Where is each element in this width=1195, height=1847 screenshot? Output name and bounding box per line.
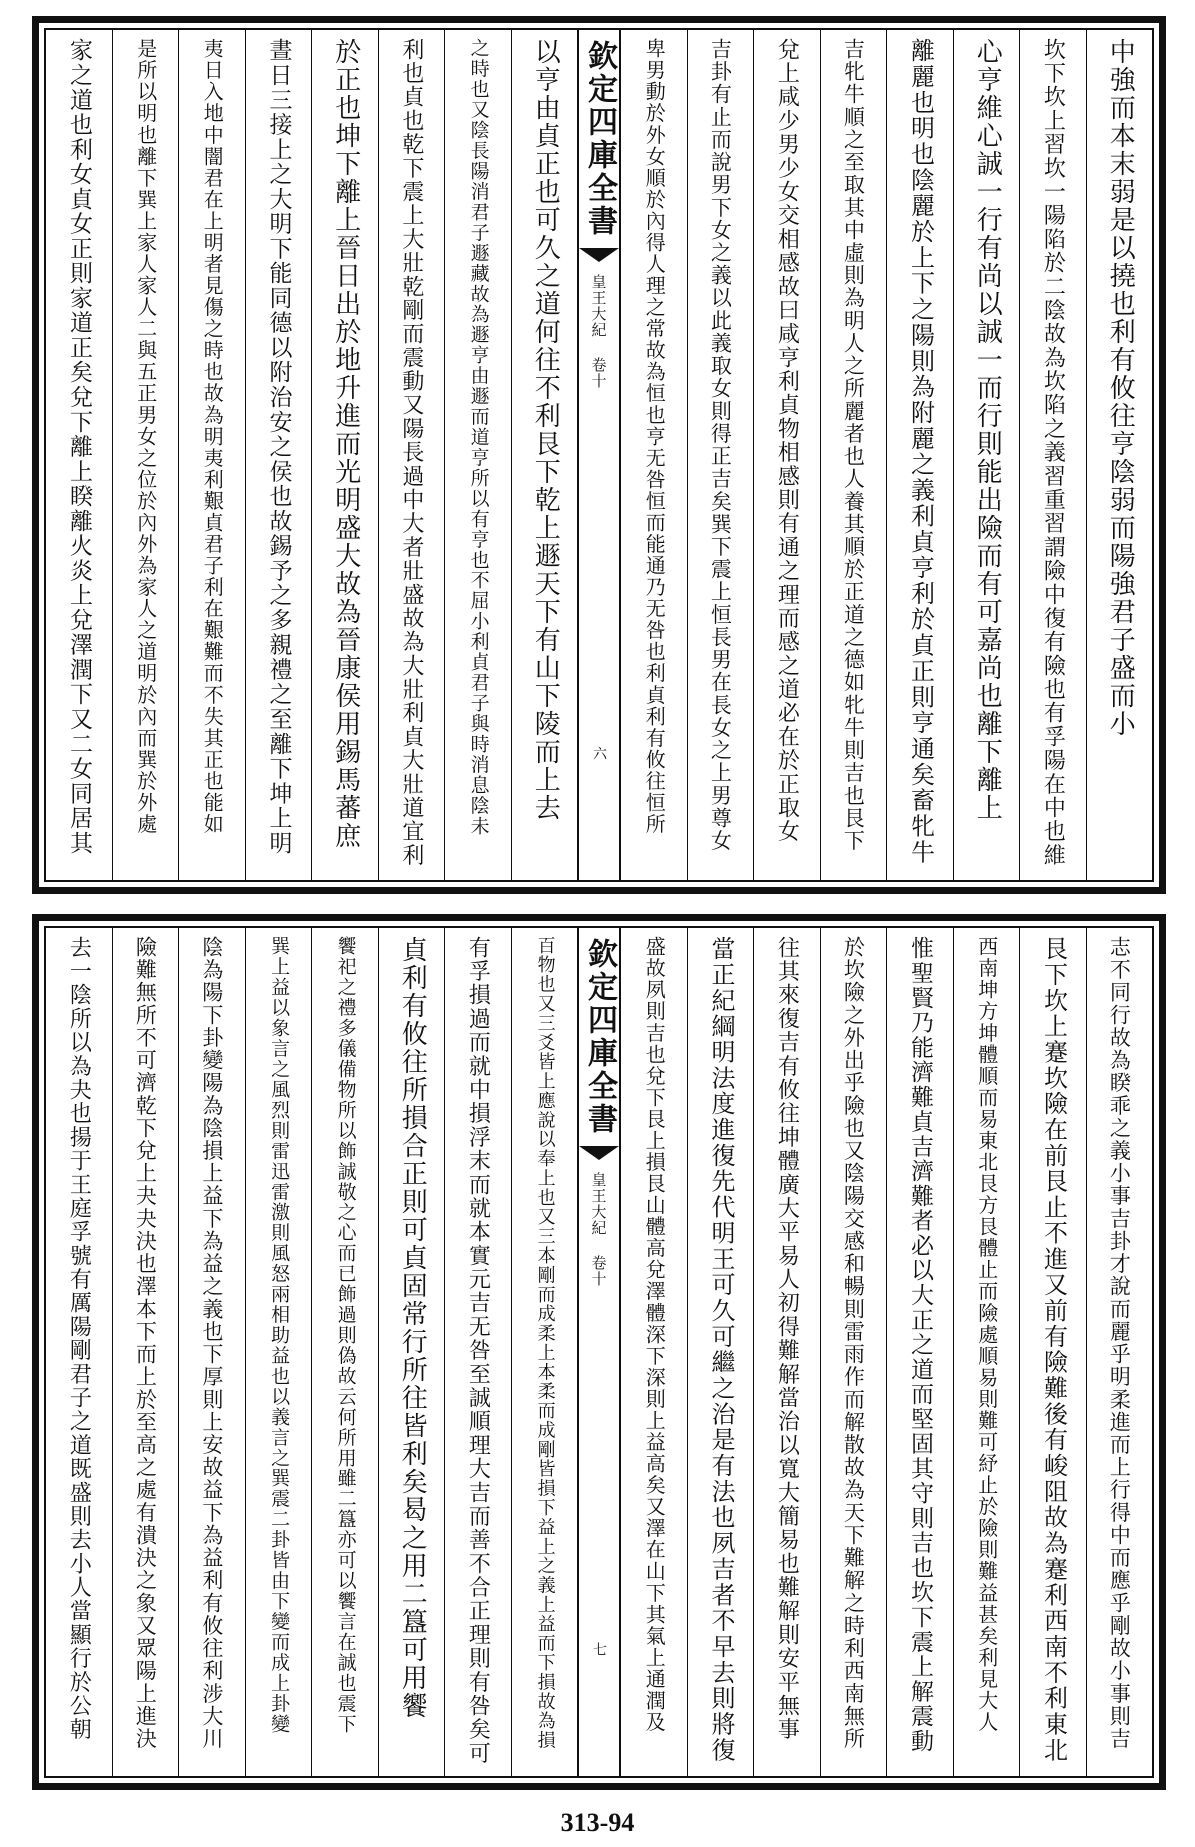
text-column: 百物也又三爻皆上應說以奉上也又三本剛而成柔上本柔而成剛皆損下益上之義上益而下損故為損: [511, 928, 578, 1776]
text-column: 夷日入地中闇君在上明者見傷之時也故為明夷利艱貞君子利在艱難而不失其正也能如: [178, 30, 245, 880]
leaf-number: 七: [591, 1642, 607, 1656]
text-column: 險難無所不可濟乾下兌上夬夬決也澤本下而上於至高之處有潰決之象又眾陽上進決: [112, 928, 179, 1776]
text-column: 志不同行故為睽乖之義小事吉卦才說而麗乎明柔進而上行得中而應乎剛故小事則吉: [1086, 928, 1153, 1776]
bottom-left-half: [46, 928, 577, 1776]
top-left-half: [46, 30, 577, 880]
text-column: 惟聖賢乃能濟難貞吉濟難者必以大正之道而堅固其守則吉也坎下震上解震動: [886, 928, 953, 1776]
text-column: 吉牝牛順之至取其中虛則為明人之所麗者也人養其順於正道之德如牝牛則吉也艮下: [820, 30, 887, 880]
text-column: 於坎險之外出乎險也又陰陽交感和暢則雷雨作而解散故為天下難解之時利西南無所: [820, 928, 887, 1776]
bottom-page-frame: [44, 926, 1154, 1778]
volume-label: 皇王大紀 卷十: [589, 1172, 608, 1287]
bottom-page-panel: [32, 914, 1166, 1790]
text-column: 巽上益以象言之風烈則雷迅雷激則風怒兩相助益也以義言之巽震二卦皆由下變而成上卦變: [245, 928, 312, 1776]
text-column: 兌上咸少男少女交相感故曰咸亨利貞物相感則有通之理而感之道必在於正取女: [753, 30, 820, 880]
text-column: 西南坤方坤體順而易東北艮方艮體止而險處順易則難可紓止於險則難益甚矣利見大人: [953, 928, 1020, 1776]
text-column: 心亨維心誠一行有尚以誠一而行則能出險而有可嘉尚也離下離上: [953, 30, 1020, 880]
text-column: 當正紀綱明法度進復先代明王可久可繼之治是有法也夙吉者不早去則將復: [687, 928, 754, 1776]
center-fold: [577, 928, 621, 1776]
bottom-right-half: [621, 928, 1152, 1776]
text-column: 吉卦有止而說男下女之義以此義取女則得正吉矣巽下震上恒長男在長女之上男尊女: [687, 30, 754, 880]
text-column: 家之道也利女貞女正則家道正矣兌下離上睽離火炎上兌澤潤下又二女同居其: [65, 38, 92, 856]
text-column: 之時也又陰長陽消君子遯藏故為遯亨由遯而道亨所以有亨也不屈小利貞君子與時消息陰未: [444, 30, 511, 880]
text-column: 饗祀之禮多儀備物所以飾誠敬之心而已飾過則偽故云何所用雖二簋亦可以饗言在誠也震下: [311, 928, 378, 1776]
text-column: 盛故夙則吉也兌下艮上損艮山體高兌澤體深下深則上益高矣又澤在山下其氣上通潤及: [642, 936, 667, 1733]
center-fold: [577, 30, 621, 880]
text-column: 去一陰所以為夬也揚于王庭孚號有厲陽剛君子之道既盛則去小人當顯行於公朝: [66, 936, 92, 1742]
fishtail-mark: [579, 248, 619, 262]
text-column: 是所以明也離下巽上家人家人二與五正男女之位於內外為家人之道明於內而巽於外處: [112, 30, 179, 880]
text-column: 離麗也明也陰麗於上下之陽則為附麗之義利貞亨利於貞正則亨通矣畜牝牛: [886, 30, 953, 880]
text-column: 於正也坤下離上晉日出於地升進而光明盛大故為晉康侯用錫馬蕃庶: [311, 30, 378, 880]
text-column: 艮下坎上蹇坎險在前艮止不進又前有險難後有峻阻故為蹇利西南不利東北: [1019, 928, 1086, 1776]
text-column: 貞利有攸往所損合正則可貞固常行所往皆利矣曷之用二簋可用饗: [378, 928, 445, 1776]
text-column: 有孚損過而就中損浮末而就本實元吉无咎至誠順理大吉而善不合正理則有咎矣可: [444, 928, 511, 1776]
leaf-number: 六: [591, 746, 607, 760]
fishtail-mark: [579, 1146, 619, 1160]
text-column: 往其來復吉有攸往坤體廣大平易人初得難解當治以寬大簡易也難解則安平無事: [753, 928, 820, 1776]
text-column: 晝日三接上之大明下能同德以附治安之侯也故錫予之多親禮之至離下坤上明: [245, 30, 312, 880]
text-column: 卑男動於外女順於內得人理之常故為恒也亨无咎恒而能通乃无咎也利貞利有攸往恒所: [642, 38, 667, 835]
book-title: 欽定四庫全書: [582, 40, 617, 238]
text-column: 陰為陽下卦變陽為陰損上益下為益之義也下厚則上安故益下為益利有攸往利涉大川: [178, 928, 245, 1776]
volume-label: 皇王大紀 卷十: [589, 274, 608, 389]
text-column: 以亨由貞正也可久之道何往不利艮下乾上遯天下有山下陵而上去: [511, 30, 578, 880]
top-page-panel: [32, 16, 1166, 894]
text-column: 中強而本末弱是以撓也利有攸往亨陰弱而陽強君子盛而小: [1086, 30, 1153, 880]
text-column: 利也貞也乾下震上大壯乾剛而震動又陽長過中大者壯盛故為大壯利貞大壯道宜利: [378, 30, 445, 880]
text-column: 坎下坎上習坎一陽陷於二陰故為坎陷之義習重習謂險中復有險也有孚陽在中也維: [1019, 30, 1086, 880]
page-number: 313-94: [560, 1808, 635, 1837]
top-page-frame: [44, 28, 1154, 882]
book-title: 欽定四庫全書: [582, 938, 617, 1136]
top-right-half: [621, 30, 1152, 880]
